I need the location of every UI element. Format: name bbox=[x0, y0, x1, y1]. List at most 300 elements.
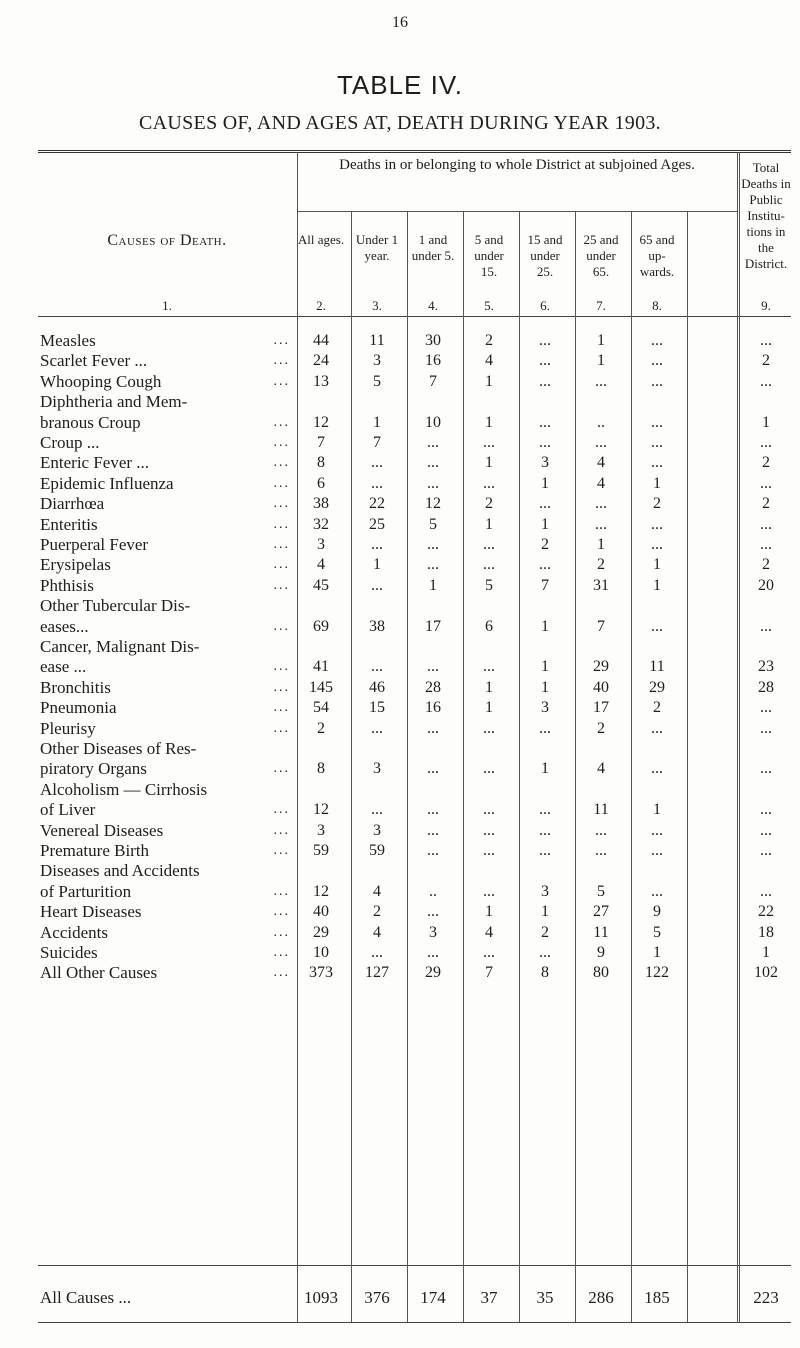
value-cell: 16 bbox=[425, 699, 441, 717]
value-cell: ... bbox=[427, 556, 439, 574]
value-cell: 3 bbox=[373, 352, 381, 370]
value-cell: ... bbox=[595, 821, 607, 839]
sum-rule bbox=[38, 1265, 791, 1266]
value-cell: 25 bbox=[369, 515, 385, 533]
value-cell: 1 bbox=[762, 944, 770, 961]
value-cell: ... bbox=[483, 719, 495, 737]
column-header: 15 and under 25. bbox=[527, 232, 563, 279]
cause-label: Erysipelas ... bbox=[40, 555, 290, 575]
cause-label: Venereal Diseases ... bbox=[40, 820, 290, 840]
dot-leader: ... bbox=[273, 618, 290, 634]
value-cell: 2 bbox=[541, 536, 549, 553]
value-cell: 3 bbox=[317, 536, 325, 553]
value-cell: 1 bbox=[485, 413, 493, 431]
value-cell: 11 bbox=[369, 332, 385, 349]
column-number: 8. bbox=[652, 298, 662, 313]
value-cell: 29 bbox=[425, 964, 441, 982]
value-cell: 7 bbox=[429, 372, 437, 390]
value-cell: 22 bbox=[369, 495, 385, 513]
value-cell: ... bbox=[651, 719, 663, 737]
value-cell: 1 bbox=[541, 760, 549, 778]
cause-label: Scarlet Fever ... ... bbox=[40, 351, 290, 371]
value-cell: ... bbox=[427, 474, 439, 492]
value-cell: ... bbox=[483, 536, 495, 553]
value-cell: ... bbox=[427, 536, 439, 553]
value-cell: 3 bbox=[541, 882, 549, 900]
value-cell: 7 bbox=[541, 576, 549, 594]
value-cell: ... bbox=[595, 515, 607, 533]
value-cell: 1 bbox=[373, 413, 381, 431]
value-cell: 1 bbox=[485, 678, 493, 696]
value-cell: 2 bbox=[597, 556, 605, 574]
dot-leader: ... bbox=[273, 537, 290, 552]
value-cell: ... bbox=[427, 801, 439, 819]
value-cell: 2 bbox=[653, 699, 661, 717]
value-cell: ... bbox=[539, 719, 551, 737]
value-cell: 10 bbox=[313, 944, 329, 961]
value-cell: 174 bbox=[420, 1288, 446, 1307]
value-cell: 102 bbox=[754, 964, 778, 982]
value-cell: 17 bbox=[593, 699, 609, 717]
value-cell: ... bbox=[760, 515, 772, 533]
value-cell: 11 bbox=[593, 801, 609, 819]
value-cell: ... bbox=[651, 617, 663, 635]
value-cell: 30 bbox=[425, 332, 441, 349]
value-cell: ... bbox=[539, 352, 551, 370]
value-cell: .. bbox=[429, 882, 437, 900]
value-cell: 29 bbox=[313, 923, 329, 941]
value-cell: ... bbox=[539, 821, 551, 839]
value-cell: 3 bbox=[317, 821, 325, 839]
value-cell: 1 bbox=[541, 678, 549, 696]
value-cell: ... bbox=[651, 842, 663, 859]
value-cell: .. bbox=[597, 413, 605, 431]
group-header-rule bbox=[297, 211, 737, 212]
table-title: TABLE IV. bbox=[336, 70, 464, 100]
value-cell: ... bbox=[651, 821, 663, 839]
value-cell: 5 bbox=[373, 372, 381, 390]
dot-leader: ... bbox=[273, 965, 290, 981]
dot-leader: ... bbox=[273, 679, 290, 695]
cause-label: Epidemic Influenza ... bbox=[40, 473, 290, 493]
dot-leader: ... bbox=[273, 516, 290, 532]
value-cell: 20 bbox=[758, 576, 774, 594]
value-cell: ... bbox=[427, 434, 439, 451]
value-cell: 185 bbox=[644, 1288, 670, 1307]
group-header: Deaths in or belonging to whole District at subjoined Ages. bbox=[339, 157, 695, 173]
dot-leader: ... bbox=[273, 945, 290, 960]
cause-label: Other Tubercular Dis- bbox=[40, 596, 191, 616]
value-cell: 9 bbox=[597, 944, 605, 961]
value-cell: 4 bbox=[597, 454, 605, 472]
value-cell: 29 bbox=[649, 678, 665, 696]
value-cell: 122 bbox=[645, 964, 669, 982]
value-cell: 5 bbox=[653, 923, 661, 941]
top-rule bbox=[38, 150, 791, 153]
value-cell: ... bbox=[371, 576, 383, 594]
value-cell: 15 bbox=[369, 699, 385, 717]
value-cell: 7 bbox=[597, 617, 605, 635]
value-cell: 1 bbox=[485, 515, 493, 533]
column-number: 3. bbox=[372, 298, 382, 313]
value-cell: 2 bbox=[317, 719, 325, 737]
value-cell: 18 bbox=[758, 923, 774, 941]
value-cell: ... bbox=[651, 372, 663, 390]
value-cell: 32 bbox=[313, 515, 329, 533]
value-cell: 11 bbox=[593, 923, 609, 941]
cause-label: Enteritis ... bbox=[40, 514, 290, 534]
column-number: 7. bbox=[596, 298, 606, 313]
value-cell: 376 bbox=[364, 1288, 390, 1307]
value-cell: ... bbox=[371, 454, 383, 472]
cause-label: Measles ... bbox=[40, 331, 290, 350]
value-cell: 45 bbox=[313, 576, 329, 594]
value-cell: ... bbox=[760, 474, 772, 492]
dot-leader: ... bbox=[273, 822, 290, 838]
value-cell: 2 bbox=[762, 495, 770, 513]
column-number: 9. bbox=[761, 298, 771, 313]
value-cell: 37 bbox=[480, 1288, 498, 1307]
value-cell: 2 bbox=[541, 923, 549, 941]
value-cell: ... bbox=[427, 454, 439, 472]
dot-leader: ... bbox=[273, 761, 290, 777]
dot-leader: ... bbox=[273, 802, 290, 818]
dot-leader: ... bbox=[273, 577, 290, 593]
value-cell: ... bbox=[539, 372, 551, 390]
value-cell: ... bbox=[427, 760, 439, 778]
value-cell: ... bbox=[595, 434, 607, 451]
cause-label: Cancer, Malignant Dis- bbox=[40, 637, 200, 656]
column-rule bbox=[575, 212, 576, 1322]
causes-header: Causes of Death. bbox=[107, 232, 227, 249]
value-cell: ... bbox=[539, 434, 551, 451]
table-subtitle: CAUSES OF, AND AGES AT, DEATH DURING YEAR 1903. bbox=[139, 112, 661, 134]
value-cell: 3 bbox=[429, 923, 437, 941]
value-cell: 40 bbox=[313, 903, 329, 921]
value-cell: 3 bbox=[541, 454, 549, 472]
value-cell: ... bbox=[371, 801, 383, 819]
value-cell: 2 bbox=[373, 903, 381, 921]
value-cell: ... bbox=[760, 536, 772, 553]
value-cell: 373 bbox=[309, 964, 333, 982]
cause-label: of Parturition ... bbox=[40, 881, 290, 901]
value-cell: ... bbox=[371, 658, 383, 676]
dot-leader: ... bbox=[273, 659, 290, 675]
value-cell: ... bbox=[651, 536, 663, 553]
value-cell: 2 bbox=[762, 352, 770, 370]
value-cell: ... bbox=[371, 474, 383, 492]
dot-leader: ... bbox=[273, 475, 290, 491]
dot-leader: ... bbox=[273, 700, 290, 716]
value-cell: 2 bbox=[762, 556, 770, 574]
column-header: All ages. bbox=[297, 232, 345, 247]
column-number: 2. bbox=[316, 298, 326, 313]
header-bottom-rule bbox=[38, 316, 791, 317]
value-cell: 1 bbox=[653, 474, 661, 492]
value-cell: 1 bbox=[762, 413, 770, 431]
value-cell: 1 bbox=[597, 536, 605, 553]
value-cell: ... bbox=[483, 434, 495, 451]
cause-label: eases... ... bbox=[40, 616, 290, 636]
value-cell: ... bbox=[760, 842, 772, 859]
cause-label: Pleurisy ... bbox=[40, 718, 290, 738]
value-cell: 12 bbox=[313, 413, 329, 431]
value-cell: ... bbox=[595, 495, 607, 513]
value-cell: 1 bbox=[653, 801, 661, 819]
dot-leader: ... bbox=[273, 414, 290, 430]
value-cell: ... bbox=[539, 413, 551, 431]
value-cell: 59 bbox=[369, 842, 385, 859]
dot-leader: ... bbox=[273, 455, 290, 471]
column-rule bbox=[519, 212, 520, 1322]
value-cell: 1 bbox=[373, 556, 381, 574]
cause-label: Phthisis ... bbox=[40, 575, 290, 595]
cause-label: ease ... ... bbox=[40, 657, 290, 677]
value-cell: 4 bbox=[317, 556, 325, 574]
value-cell: 5 bbox=[597, 882, 605, 900]
value-cell: 1 bbox=[653, 944, 661, 961]
dot-leader: ... bbox=[273, 373, 290, 389]
value-cell: ... bbox=[651, 352, 663, 370]
dot-leader: ... bbox=[273, 557, 290, 573]
value-cell: 145 bbox=[309, 678, 333, 696]
value-cell: ... bbox=[651, 454, 663, 472]
value-cell: 8 bbox=[317, 454, 325, 472]
value-cell: 1 bbox=[541, 658, 549, 676]
cause-label: Suicides ... bbox=[40, 943, 290, 962]
column-number: 6. bbox=[540, 298, 550, 313]
value-cell: 3 bbox=[373, 760, 381, 778]
value-cell: ... bbox=[539, 556, 551, 574]
value-cell: 29 bbox=[593, 658, 609, 676]
value-cell: 41 bbox=[313, 658, 329, 676]
value-cell: 4 bbox=[373, 882, 381, 900]
cause-label: Other Diseases of Res- bbox=[40, 739, 197, 758]
cause-label: Puerperal Fever ... bbox=[40, 535, 290, 554]
dot-leader: ... bbox=[273, 904, 290, 920]
value-cell: 7 bbox=[317, 434, 325, 451]
value-cell: ... bbox=[427, 719, 439, 737]
column-header: Under 1 year. bbox=[355, 232, 399, 263]
value-cell: ... bbox=[539, 801, 551, 819]
cause-label: Bronchitis ... bbox=[40, 677, 290, 697]
column-number: 5. bbox=[484, 298, 494, 313]
value-cell: 1 bbox=[541, 474, 549, 492]
value-cell: ... bbox=[760, 372, 772, 390]
value-cell: ... bbox=[760, 882, 772, 900]
bottom-rule bbox=[38, 1322, 791, 1323]
column-header: 1 and under 5. bbox=[411, 232, 455, 263]
value-cell: ... bbox=[595, 372, 607, 390]
value-cell: 16 bbox=[425, 352, 441, 370]
value-cell: 22 bbox=[758, 903, 774, 921]
value-cell: 4 bbox=[485, 352, 493, 370]
cause-label: Premature Birth ... bbox=[40, 841, 290, 860]
cause-label: Croup ... ... bbox=[40, 433, 290, 452]
value-cell: ... bbox=[427, 903, 439, 921]
value-cell: 10 bbox=[425, 413, 441, 431]
value-cell: 11 bbox=[649, 658, 665, 676]
column-rule bbox=[631, 212, 632, 1322]
value-cell: 4 bbox=[597, 760, 605, 778]
value-cell: 1 bbox=[485, 903, 493, 921]
value-cell: 2 bbox=[485, 495, 493, 513]
value-cell: 2 bbox=[485, 332, 493, 349]
value-cell: 286 bbox=[588, 1288, 614, 1307]
value-cell: 6 bbox=[317, 474, 325, 492]
dot-leader: ... bbox=[273, 924, 290, 940]
value-cell: ... bbox=[483, 760, 495, 778]
value-cell: ... bbox=[483, 556, 495, 574]
cause-label: Heart Diseases ... bbox=[40, 902, 290, 922]
value-cell: 13 bbox=[313, 372, 329, 390]
cause-label: Diarrhœa ... bbox=[40, 494, 290, 514]
column-number: 4. bbox=[428, 298, 438, 313]
value-cell: 1 bbox=[541, 903, 549, 921]
value-cell: 5 bbox=[485, 576, 493, 594]
value-cell: 4 bbox=[485, 923, 493, 941]
value-cell: 6 bbox=[485, 617, 493, 635]
value-cell: 1 bbox=[597, 352, 605, 370]
value-cell: ... bbox=[651, 434, 663, 451]
cause-label: All Other Causes ... bbox=[40, 963, 290, 983]
value-cell: 38 bbox=[313, 495, 329, 513]
value-cell: ... bbox=[427, 842, 439, 859]
value-cell: 80 bbox=[593, 964, 609, 982]
value-cell: ... bbox=[760, 821, 772, 839]
dot-leader: ... bbox=[273, 883, 290, 899]
column-header: 25 and under 65. bbox=[583, 232, 619, 279]
value-cell: 12 bbox=[313, 801, 329, 819]
value-cell: 8 bbox=[317, 760, 325, 778]
value-cell: 2 bbox=[597, 719, 605, 737]
value-cell: 7 bbox=[485, 964, 493, 982]
value-cell: ... bbox=[760, 332, 772, 349]
value-cell: 1 bbox=[485, 454, 493, 472]
value-cell: ... bbox=[483, 944, 495, 961]
value-cell: 2 bbox=[762, 454, 770, 472]
dot-leader: ... bbox=[273, 333, 290, 348]
value-cell: 7 bbox=[373, 434, 381, 451]
value-cell: 12 bbox=[313, 882, 329, 900]
value-cell: 23 bbox=[758, 658, 774, 676]
value-cell: 46 bbox=[369, 678, 385, 696]
value-cell: ... bbox=[760, 760, 772, 778]
value-cell: ... bbox=[483, 658, 495, 676]
value-cell: ... bbox=[539, 495, 551, 513]
value-cell: ... bbox=[483, 801, 495, 819]
value-cell: 1 bbox=[485, 372, 493, 390]
value-cell: 38 bbox=[369, 617, 385, 635]
value-cell: 1 bbox=[653, 576, 661, 594]
cause-label: Diseases and Accidents bbox=[40, 861, 200, 881]
value-cell: ... bbox=[760, 699, 772, 717]
page-number: 16 bbox=[392, 14, 408, 31]
value-cell: ... bbox=[427, 821, 439, 839]
value-cell: 1 bbox=[541, 617, 549, 635]
value-cell: 54 bbox=[313, 699, 329, 717]
value-cell: 127 bbox=[365, 964, 389, 982]
value-cell: 1 bbox=[429, 576, 437, 594]
column-rule bbox=[463, 212, 464, 1322]
dot-leader: ... bbox=[273, 435, 290, 450]
value-cell: 4 bbox=[373, 923, 381, 941]
value-cell: 27 bbox=[593, 903, 609, 921]
value-cell: ... bbox=[760, 801, 772, 819]
value-cell: 1 bbox=[597, 332, 605, 349]
value-cell: ... bbox=[371, 536, 383, 553]
column-header: 65 and up- wards. bbox=[639, 232, 675, 279]
dot-leader: ... bbox=[273, 843, 290, 858]
value-cell: ... bbox=[651, 413, 663, 431]
column-rule bbox=[407, 212, 408, 1322]
value-cell: ... bbox=[483, 821, 495, 839]
value-cell: 28 bbox=[758, 678, 774, 696]
value-cell: 223 bbox=[753, 1288, 779, 1307]
cause-label: Enteric Fever ... ... bbox=[40, 453, 290, 473]
cause-label: Whooping Cough ... bbox=[40, 371, 290, 391]
value-cell: 1 bbox=[541, 515, 549, 533]
cause-label: Accidents ... bbox=[40, 922, 290, 942]
cause-label: piratory Organs ... bbox=[40, 759, 290, 779]
value-cell: 4 bbox=[597, 474, 605, 492]
value-cell: 5 bbox=[429, 515, 437, 533]
value-cell: ... bbox=[760, 434, 772, 451]
dot-leader: ... bbox=[273, 720, 290, 736]
value-cell: 1093 bbox=[304, 1288, 338, 1307]
column-header: Total Deaths in Public Institu- tions in the District. bbox=[741, 160, 791, 271]
value-cell: 59 bbox=[313, 842, 329, 859]
value-cell: ... bbox=[539, 332, 551, 349]
cause-label: Diphtheria and Mem- bbox=[40, 392, 188, 412]
value-cell: 44 bbox=[313, 332, 329, 349]
value-cell: 28 bbox=[425, 678, 441, 696]
value-cell: ... bbox=[539, 944, 551, 961]
value-cell: ... bbox=[651, 882, 663, 900]
value-cell: 24 bbox=[313, 352, 329, 370]
value-cell: ... bbox=[483, 882, 495, 900]
value-cell: ... bbox=[371, 719, 383, 737]
value-cell: 1 bbox=[485, 699, 493, 717]
value-cell: 9 bbox=[653, 903, 661, 921]
value-cell: ... bbox=[483, 842, 495, 859]
value-cell: 2 bbox=[653, 495, 661, 513]
column-rule bbox=[351, 212, 352, 1322]
value-cell: 40 bbox=[593, 678, 609, 696]
value-cell: 3 bbox=[541, 699, 549, 717]
value-cell: ... bbox=[483, 474, 495, 492]
value-cell: 3 bbox=[373, 821, 381, 839]
value-cell: ... bbox=[539, 842, 551, 859]
value-cell: ... bbox=[595, 842, 607, 859]
cause-label: branous Croup ... bbox=[40, 412, 290, 432]
cause-label: All Causes ... bbox=[40, 1288, 132, 1307]
cause-label: of Liver ... bbox=[40, 800, 290, 820]
value-cell: ... bbox=[760, 617, 772, 635]
value-cell: ... bbox=[371, 944, 383, 961]
dot-leader: ... bbox=[273, 496, 290, 512]
dot-leader: ... bbox=[273, 353, 290, 369]
causes-column-number: 1. bbox=[162, 298, 172, 313]
value-cell: 8 bbox=[541, 964, 549, 982]
value-cell: 1 bbox=[653, 556, 661, 574]
value-cell: 31 bbox=[593, 576, 609, 594]
cause-label: Pneumonia ... bbox=[40, 698, 290, 718]
value-cell: ... bbox=[427, 944, 439, 961]
value-cell: ... bbox=[651, 760, 663, 778]
column-header: 5 and under 15. bbox=[474, 232, 504, 279]
value-cell: ... bbox=[651, 332, 663, 349]
